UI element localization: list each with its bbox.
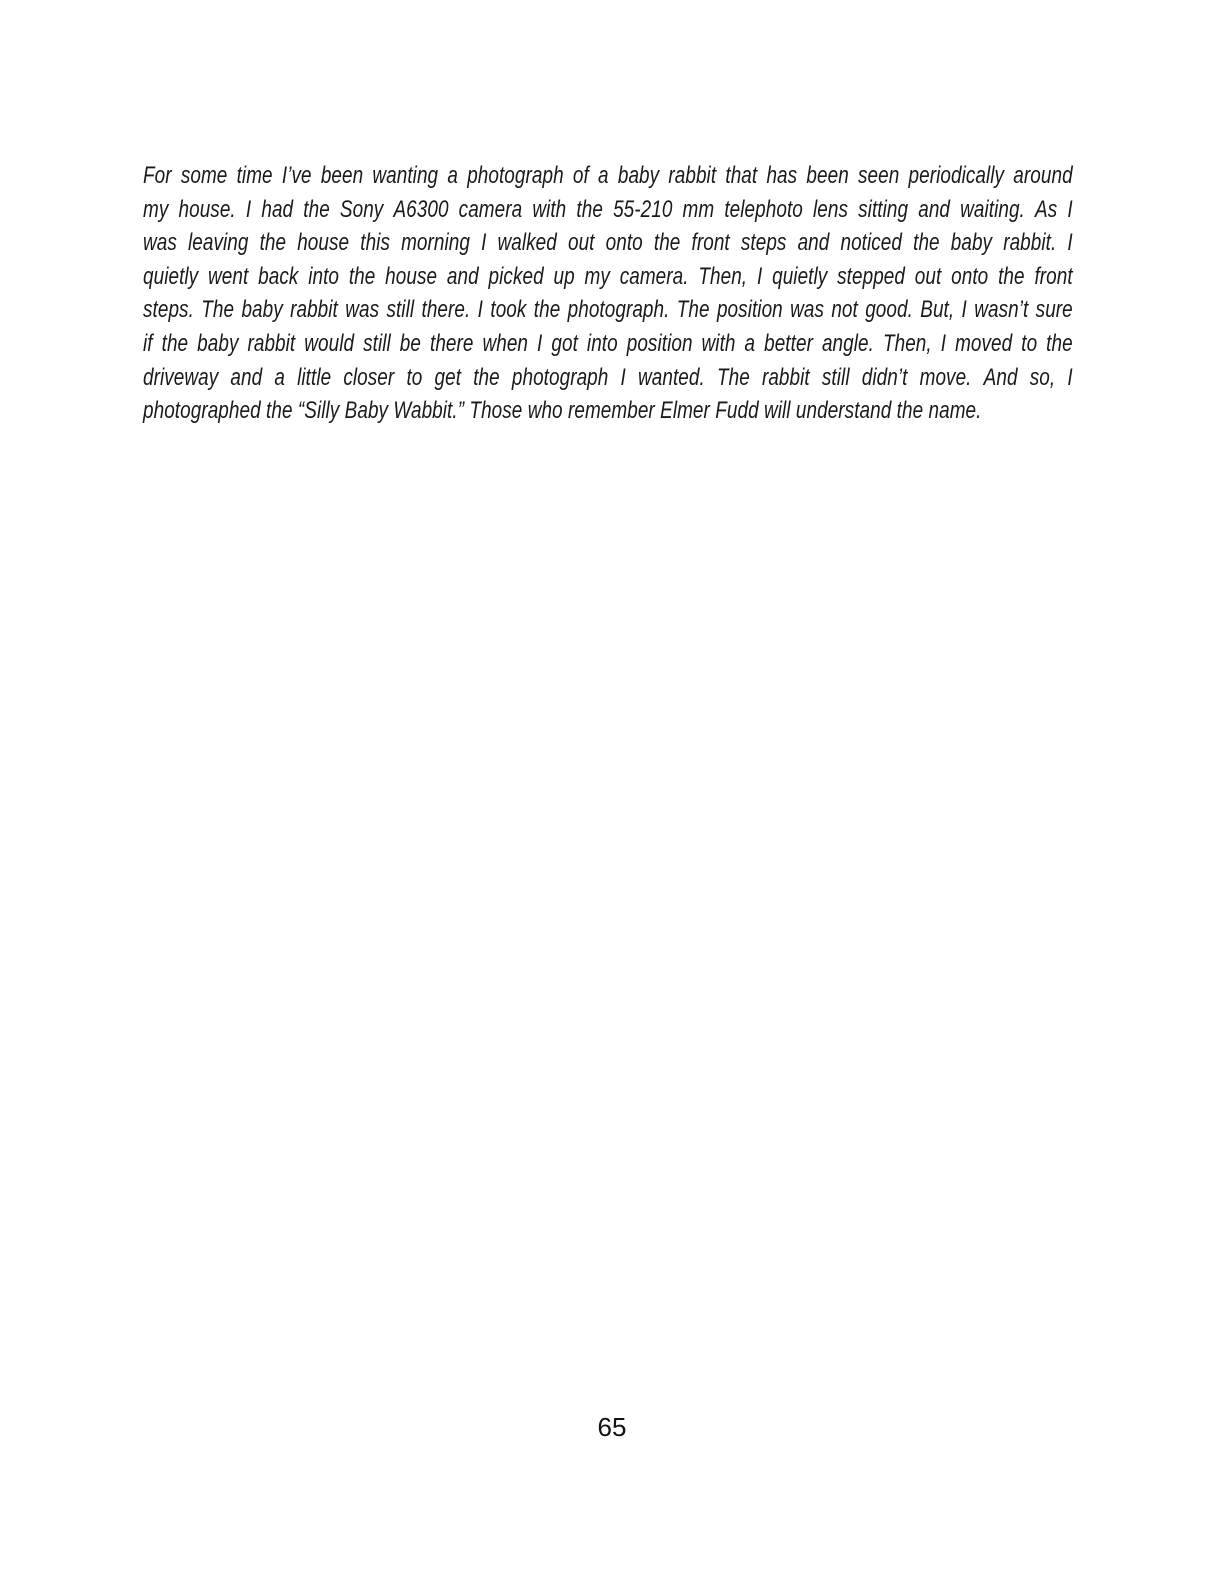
paragraph-line: if the baby rabbit would still be there when I got into position with a better angle. Then, I moved to the xyxy=(143,329,1073,357)
body-paragraph xyxy=(143,159,1073,428)
paragraph-line: For some time I’ve been wanting a photograph of a baby rabbit that has been seen periodically around xyxy=(143,162,1073,189)
paragraph-line: my house. I had the Sony A6300 camera with the 55-210 mm telephoto lens sitting and waiting. As I xyxy=(143,195,1073,223)
paragraph-line: photographed the “Silly Baby Wabbit.” Those who remember Elmer Fudd will understand the name. xyxy=(143,397,982,425)
paragraph-line: was leaving the house this morning I walked out onto the front steps and noticed the baby rabbit. I xyxy=(143,229,1073,257)
paragraph-line: driveway and a little closer to get the photograph I wanted. The rabbit still didn’t move. And so, I xyxy=(143,363,1073,391)
paragraph-line: steps. The baby rabbit was still there. I took the photograph. The position was not good. But, I wasn’t sure xyxy=(143,296,1073,324)
page-number: 65 xyxy=(597,1412,627,1442)
paragraph-line: quietly went back into the house and picked up my camera. Then, I quietly stepped out onto the front xyxy=(143,262,1073,290)
